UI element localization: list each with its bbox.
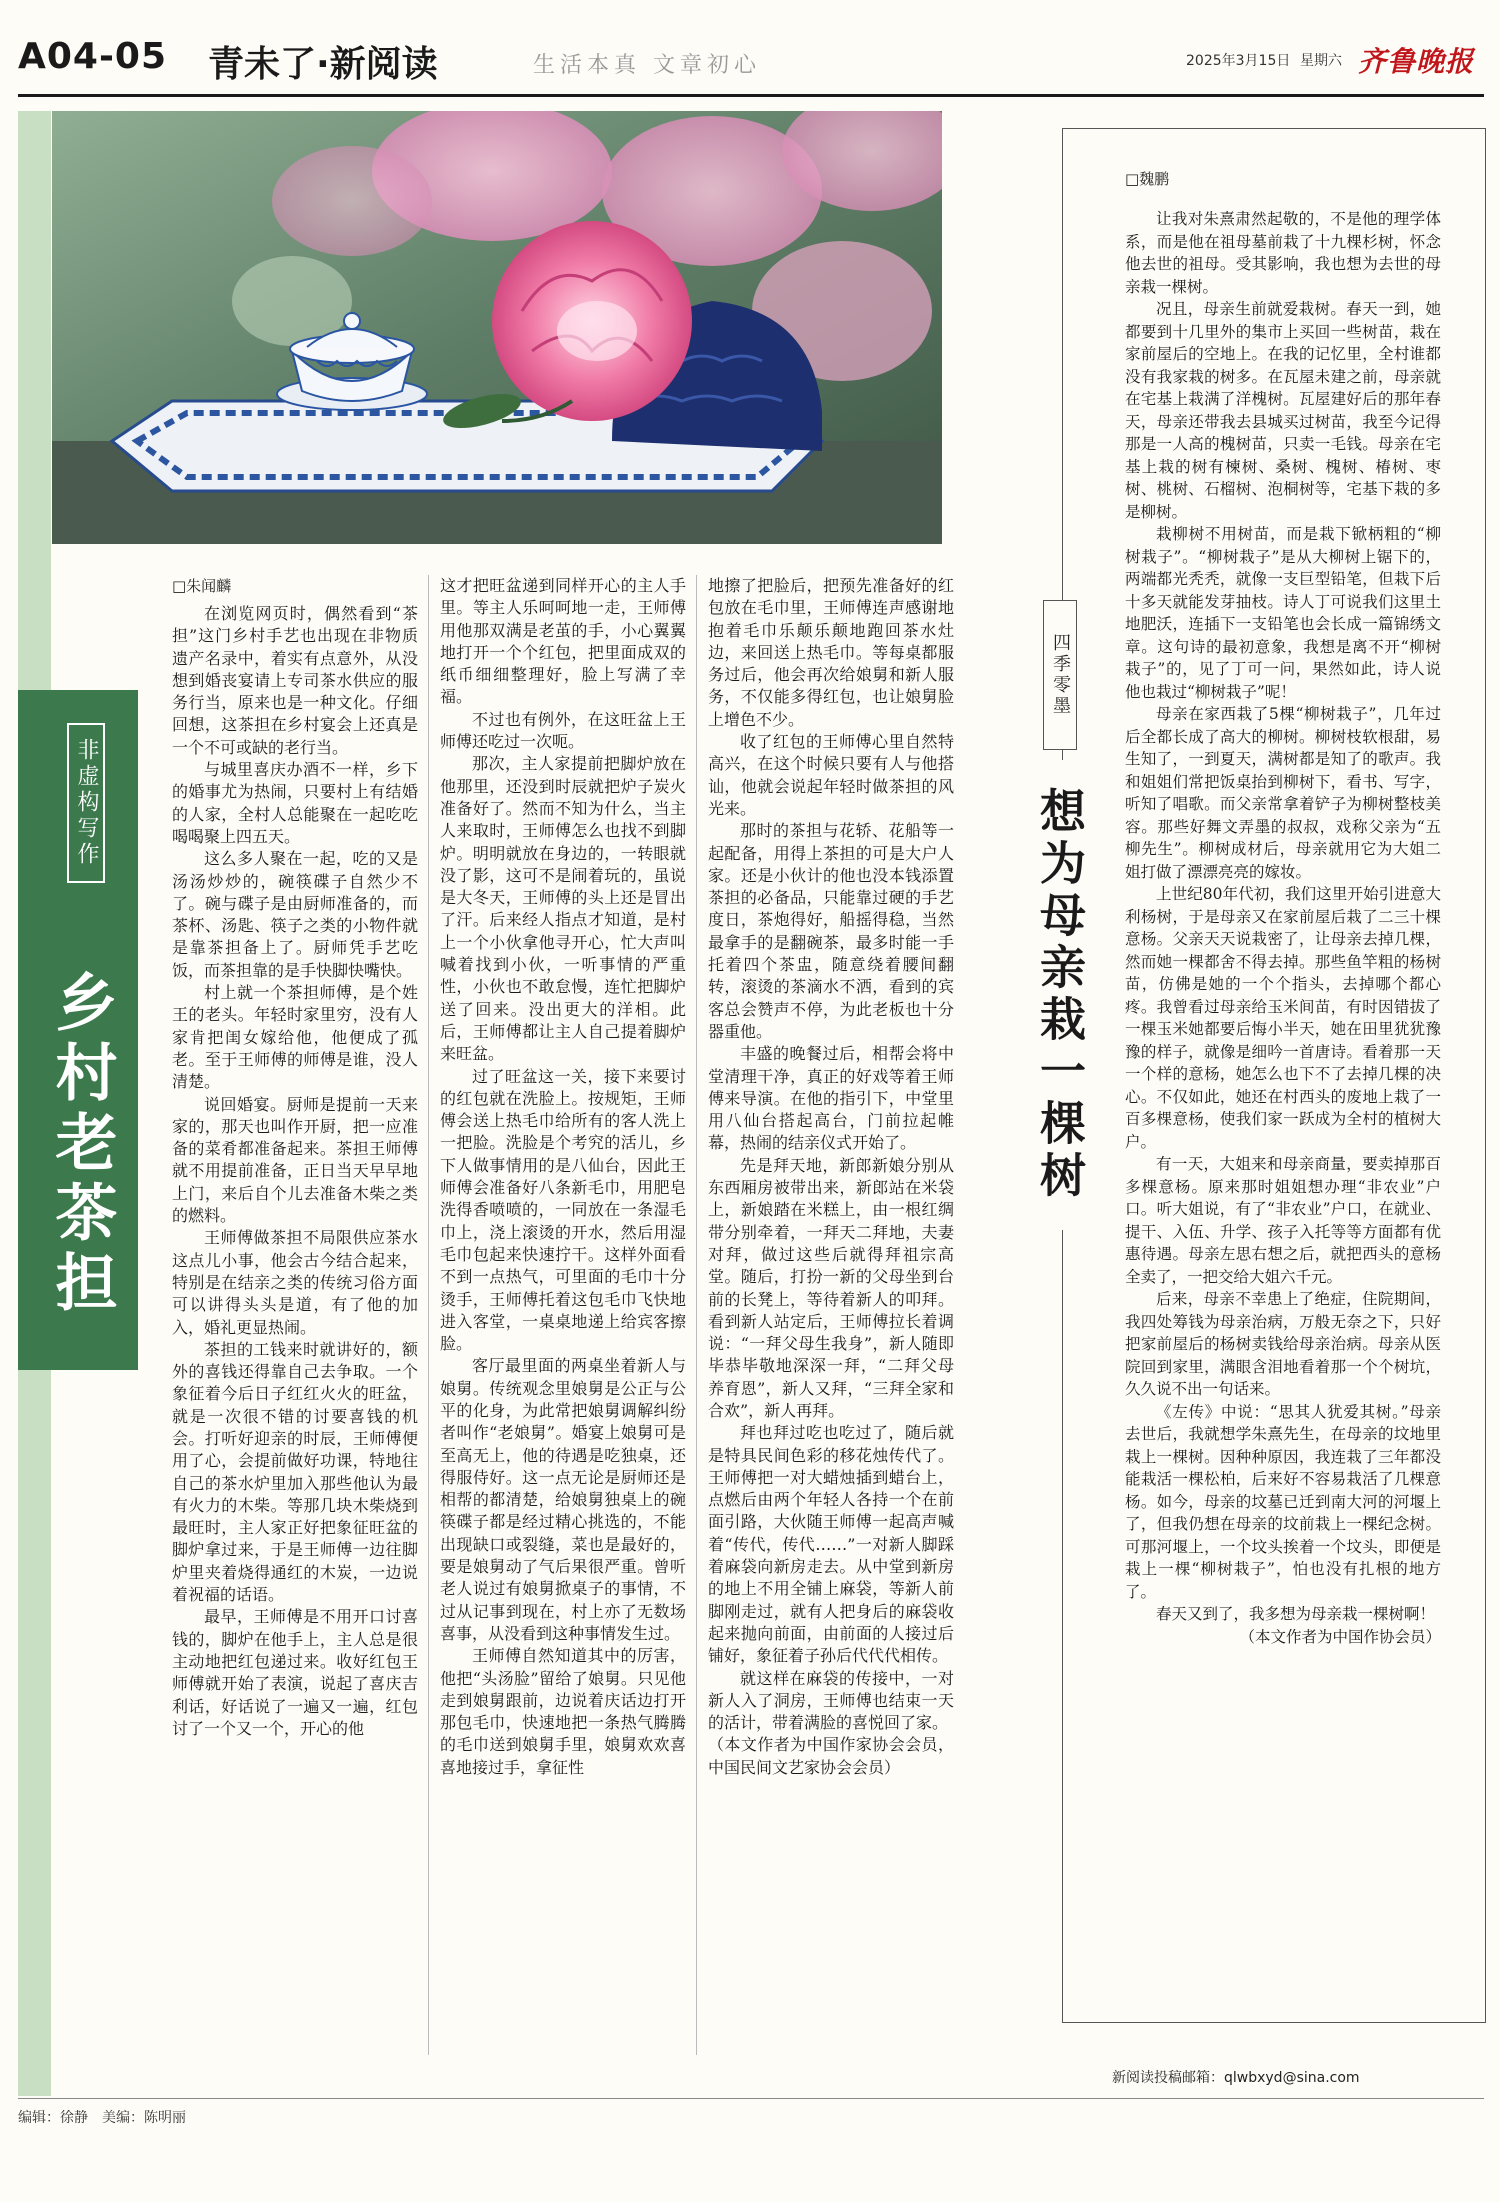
text-column-3 (708, 575, 954, 1779)
paragraph: 王师傅自然知道其中的厉害，他把“头汤脸”留给了娘舅。只见他走到娘舅跟前，边说着庆话边打开那包毛巾，快速地把一条热气腾腾的毛巾送到娘舅手里，娘舅欢欢喜喜地接过手，拿征性 (440, 1646, 686, 1777)
issue-date: 2025年3月15日 (1186, 53, 1291, 69)
paragraph: 春天又到了，我多想为母亲栽一棵树啊！ (1156, 1605, 1436, 1623)
column-label: 四季零墨 (1043, 600, 1077, 750)
paragraph: 与城里喜庆办酒不一样，乡下的婚事尤为热闹，只要村上有结婚的人家，全村人总能聚在一起吃吃喝喝聚上四五天。 (172, 760, 418, 846)
paragraph: 最早，王师傅是不用开口讨喜钱的，脚炉在他手上，主人总是很主动地把红包递过来。收好红包王师傅就开始了表演，说起了喜庆吉利话，好话说了一遍又一遍，红包讨了一个又一个，开心的他 (172, 1607, 418, 1738)
paragraph: 在浏览网页时，偶然看到“茶担”这门乡村手艺也出现在非物质遗产名录中，着实有点意外，从没想到婚丧宴请上专司茶水供应的服务行当，原来也是一种文化。仔细回想，这茶担在乡村宴会上还真是一个不可或缺的老行当。 (172, 604, 418, 757)
submission-email: 新阅读投稿邮箱：qlwbxyd@sina.com (1112, 2070, 1360, 2086)
column-divider (428, 575, 429, 2055)
paragraph: 有一天，大姐来和母亲商量，要卖掉那百多棵意杨。原来那时姐姐想办理“非农业”户口。听大姐说，有了“非农业”户口，在就业、提干、入伍、升学、孩子入托等等方面都有优惠待遇。母亲左思右想之后，就把西头的意杨全卖了，一把交给大姐六千元。 (1125, 1155, 1441, 1286)
paragraph: 村上就一个茶担师傅，是个姓王的老头。年轻时家里穷，没有人家肯把闺女嫁给他，他便成了孤老。至于王师傅的师傅是谁，没人清楚。 (172, 983, 418, 1092)
article-title: 乡村老茶担 (45, 970, 118, 1320)
paragraph: 这才把旺盆递到同样开心的主人手里。等主人乐呵呵地一走，王师傅用他那双满是老茧的手，小心翼翼地打开一个个红包，把里面成双的纸币细细整理好，脸上写满了幸福。 (440, 576, 686, 707)
author-note: （本文作者为中国作协会员） (1239, 1627, 1441, 1646)
section-tagline: 生活本真 文章初心 (533, 53, 761, 78)
author-note: （本文作者为中国作家协会会员，中国民间文艺家协会会员） (708, 1735, 954, 1777)
paragraph: 母亲在家西栽了5棵“柳树栽子”，几年过后全都长成了高大的柳树。柳树枝软根甜，易生知了，一到夏天，满树都是知了的歌声。我和姐姐们常把饭桌抬到柳树下，看书、写字，听知了唱歌。而父亲常拿着铲子为柳树整枝美容。那些好舞文弄墨的叔叔，戏称父亲为“五柳先生”。柳树成材后，母亲就用它为大姐二姐打做了漂漂亮亮的嫁妆。 (1125, 705, 1441, 881)
article-byline: □朱闻麟 (172, 577, 232, 595)
genre-label: 非虚构写作 (67, 723, 105, 883)
paragraph: 栽柳树不用树苗，而是栽下锨柄粗的“柳树栽子”。“柳树栽子”是从大柳树上锯下的，两端都光秃秃，就像一支巨型铅笔，但栽下后十多天就能发芽抽枝。诗人丁可说我们这里土地肥沃，连插下一支铅笔也会长成一篇锦绣文章。这句诗的最初意象，我想是离不开“柳树栽子”的，见了丁可一问，果然如此，诗人说他也栽过“柳树栽子”呢！ (1125, 525, 1441, 701)
editor-credits: 编辑：徐静 美编：陈明丽 (18, 2110, 186, 2126)
right-text-column (1125, 208, 1441, 1648)
teacup-peony-photo (52, 111, 942, 544)
column-divider (696, 575, 697, 2055)
paper-logo: 齐鲁晚报 (1358, 45, 1475, 78)
masthead (18, 36, 1484, 96)
paragraph: 丰盛的晚餐过后，相帮会将中堂清理干净，真正的好戏等着王师傅来导演。在他的指引下，中堂里用八仙台搭起高台，门前拉起帷幕，热闹的结亲仪式开始了。 (708, 1044, 954, 1153)
paragraph: 地擦了把脸后，把预先准备好的红包放在毛巾里，王师傅连声感谢地抱着毛巾乐颠乐颠地跑回茶水灶边，来回送上热毛巾。等每桌都服务过后，他会再次给娘舅和新人服务，不仅能多得红包，也让娘舅脸上增色不少。 (708, 576, 954, 729)
paragraph: 况且，母亲生前就爱栽树。春天一到，她都要到十几里外的集市上买回一些树苗，栽在家前屋后的空地上。在我的记忆里，全村谁都没有我家栽的树多。在瓦屋未建之前，母亲就在宅基上栽满了洋槐树。瓦屋建好后的那年春天，母亲还带我去县城买过树苗，我至今记得那是一人高的槐树苗，只卖一毛钱。母亲在宅基上栽的树有楝树、桑树、槐树、椿树、枣树、桃树、石榴树、泡桐树等，宅基下栽的多是柳树。 (1125, 300, 1441, 521)
paragraph: 王师傅做茶担不局限供应茶水这点儿小事，他会古今结合起来，特别是在结亲之类的传统习俗方面可以讲得头头是道，有了他的加入，婚礼更显热闹。 (172, 1228, 418, 1337)
paragraph: 那时的茶担与花轿、花船等一起配备，用得上茶担的可是大户人家。还是小伙计的他也没本钱添置茶担的必备品，只能靠过硬的手艺度日，茶炮得好，船摇得稳，当然最拿手的是翻碗茶，最多时能一手托着四个茶盅，随意绕着腰间翻转，滚烫的茶滴水不洒，看到的宾客总会赞声不停，为此老板也十分器重他。 (708, 821, 954, 1041)
paragraph: 这么多人聚在一起，吃的又是汤汤炒炒的，碗筷碟子自然少不了。碗与碟子是由厨师准备的，而茶杯、汤匙、筷子之类的小物件就是靠茶担备上了。厨师凭手艺吃饭，而茶担靠的是手快脚快嘴快。 (172, 849, 418, 980)
paragraph: 收了红包的王师傅心里自然特高兴，在这个时候只要有人与他搭讪，他就会说起年轻时做茶担的风光来。 (708, 732, 954, 818)
paragraph: 就这样在麻袋的传接中，一对新人入了洞房，王师傅也结束一天的活计，带着满脸的喜悦回了家。 (708, 1668, 954, 1733)
paragraph: 《左传》中说：“思其人犹爱其树。”母亲去世后，我就想学朱熹先生，在母亲的坟地里栽上一棵树。因种种原因，我连栽了三年都没能栽活一棵松柏，后来好不容易栽活了几棵意杨。如今，母亲的坟墓已迁到南大河的河堰上了，但我仍想在母亲的坟前栽上一棵纪念树。可那河堰上，一个坟头挨着一个坟头，即便是栽上一棵“柳树栽子”，怕也没有扎根的地方了。 (1125, 1402, 1441, 1601)
paragraph: 先是拜天地，新郎新娘分别从东西厢房被带出来，新郎站在米袋上，新娘踏在米糕上，由一根红绸带分别牵着，一拜天二拜地，夫妻对拜，做过这些后就得拜祖宗高堂。随后，打扮一新的父母坐到台前的长凳上，等待着新人的叩拜。看到新人站定后，王师傅拉长着调说：“一拜父母生我身”，新人随即毕恭毕敬地深深一拜，“二拜父母养育恩”，新人又拜，“三拜全家和合欢”，新人再拜。 (708, 1155, 954, 1420)
paragraph: 上世纪80年代初，我们这里开始引进意大利杨树，于是母亲又在家前屋后栽了二三十棵意杨。父亲天天说栽密了，让母亲去掉几棵，然而她一棵都舍不得去掉。那些鱼竿粗的杨树苗，仿佛是她的一个个指头，去掉哪个都心疼。我曾看过母亲给玉米间苗，有时因错拔了一棵玉米她都要后悔小半天，她在田里犹犹豫豫的样子，就像是细吟一首唐诗。看着那一天一个样的意杨，她怎么也下不了去掉几棵的决心。不仅如此，她还在村西头的废地上栽了一百多棵意杨，使我们家一跃成为全村的植树大户。 (1125, 885, 1441, 1151)
paragraph: 后来，母亲不幸患上了绝症，住院期间，我四处筹钱为母亲治病，万般无奈之下，只好把家前屋后的杨树卖钱给母亲治病。母亲从医院回到家里，满眼含泪地看着那一个个树坑，久久说不出一句话来。 (1125, 1290, 1441, 1398)
paragraph: 茶担的工钱来时就讲好的，额外的喜钱还得靠自己去争取。一个象征着今后日子红红火火的旺盆，就是一次很不错的讨要喜钱的机会。打听好迎亲的时辰，王师傅便用了心，会提前做好功课，特地往自己的茶水炉里加入那些他认为最有火力的木柴。等那几块木柴烧到最旺时，主人家正好把象征旺盆的脚炉拿过来，于是王师傅一边往脚炉里夹着烧得通红的木炭，一边说着祝福的话语。 (172, 1339, 418, 1605)
footer-rule (18, 2098, 1484, 2099)
paragraph: 那次，主人家提前把脚炉放在他那里，还没到时辰就把炉子炭火准备好了。然而不知为什么，当主人来取时，王师傅怎么也找不到脚炉。明明就放在身边的，一转眼就没了影，这可不是闹着玩的，虽说是大冬天，王师傅的头上还是冒出了汗。后来经人指点才知道，是村上一个小伙拿他寻开心，忙大声叫喊着找到小伙，一听事情的严重性，小伙也不敢怠慢，连忙把脚炉送了回来。没出更大的洋相。此后，王师傅都让主人自己提着脚炉来旺盆。 (440, 754, 686, 1064)
issue-weekday: 星期六 (1300, 53, 1342, 69)
right-article-title: 想为母亲栽一棵树 (1025, 760, 1095, 1230)
paragraph: 让我对朱熹肃然起敬的，不是他的理学体系，而是他在祖母墓前栽了十九棵杉树，怀念他去世的祖母。受其影响，我也想为去世的母亲栽一棵树。 (1125, 210, 1441, 296)
header-rule (18, 94, 1484, 97)
page-code: A04-05 (18, 36, 167, 77)
paragraph: 说回婚宴。厨师是提前一天来家的，那天也叫作开厨，把一应准备的菜肴都准备起来。茶担王师傅就不用提前准备，正日当天早早地上门，来后自个儿去准备木柴之类的燃料。 (172, 1094, 418, 1226)
paragraph: 不过也有例外，在这旺盆上王师傅还吃过一次呃。 (440, 709, 686, 752)
paragraph: 过了旺盆这一关，接下来要讨的红包就在洗脸上。按规矩，王师傅会送上热毛巾给所有的客人洗上一把脸。洗脸是个考究的活儿，乡下人做事情用的是八仙台，因此王师傅会准备好八条新毛巾，用肥皂洗得香喷喷的，一同放在一条湿毛巾上，浇上滚烫的开水，然后用湿毛巾包起来快速拧干。这样外面看不到一点热气，可里面的毛巾十分烫手，王师傅托着这包毛巾飞快地进入客堂，一桌桌地递上给宾客擦脸。 (440, 1066, 686, 1354)
right-article-byline: □魏鹏 (1125, 170, 1170, 188)
article-photo (52, 111, 942, 544)
paragraph: 客厅最里面的两桌坐着新人与娘舅。传统观念里娘舅是公正与公平的化身，为此常把娘舅调解纠纷者叫作“老娘舅”。婚宴上娘舅可是至高无上，他的待遇是吃独桌，还得服侍好。这一点无论是厨师还是相帮的都清楚，给娘舅独桌上的碗筷碟子都是经过精心挑选的，不能出现缺口或裂缝，菜也是最好的，要是娘舅动了气后果很严重。曾听老人说过有娘舅掀桌子的事情，不过从记事到现在，村上亦了无数场喜事，从没看到这种事情发生过。 (440, 1356, 686, 1643)
section-name: 青未了·新阅读 (208, 44, 438, 85)
paragraph: 拜也拜过吃也吃过了，随后就是特具民间色彩的移花烛传代了。王师傅把一对大蜡烛插到蜡台上，点燃后由两个年轻人各持一个在前面引路，大伙随王师傅一起高声喊着“传代，传代……”一对新人脚踩着麻袋向新房走去。从中堂到新房的地上不用全铺上麻袋，等新人前脚刚走过，就有人把身后的麻袋收起来抛向前面，由前面的人接过后铺好，象征着子孙后代代代相传。 (708, 1423, 954, 1666)
text-column-1 (172, 603, 418, 1740)
text-column-2 (440, 575, 686, 1779)
